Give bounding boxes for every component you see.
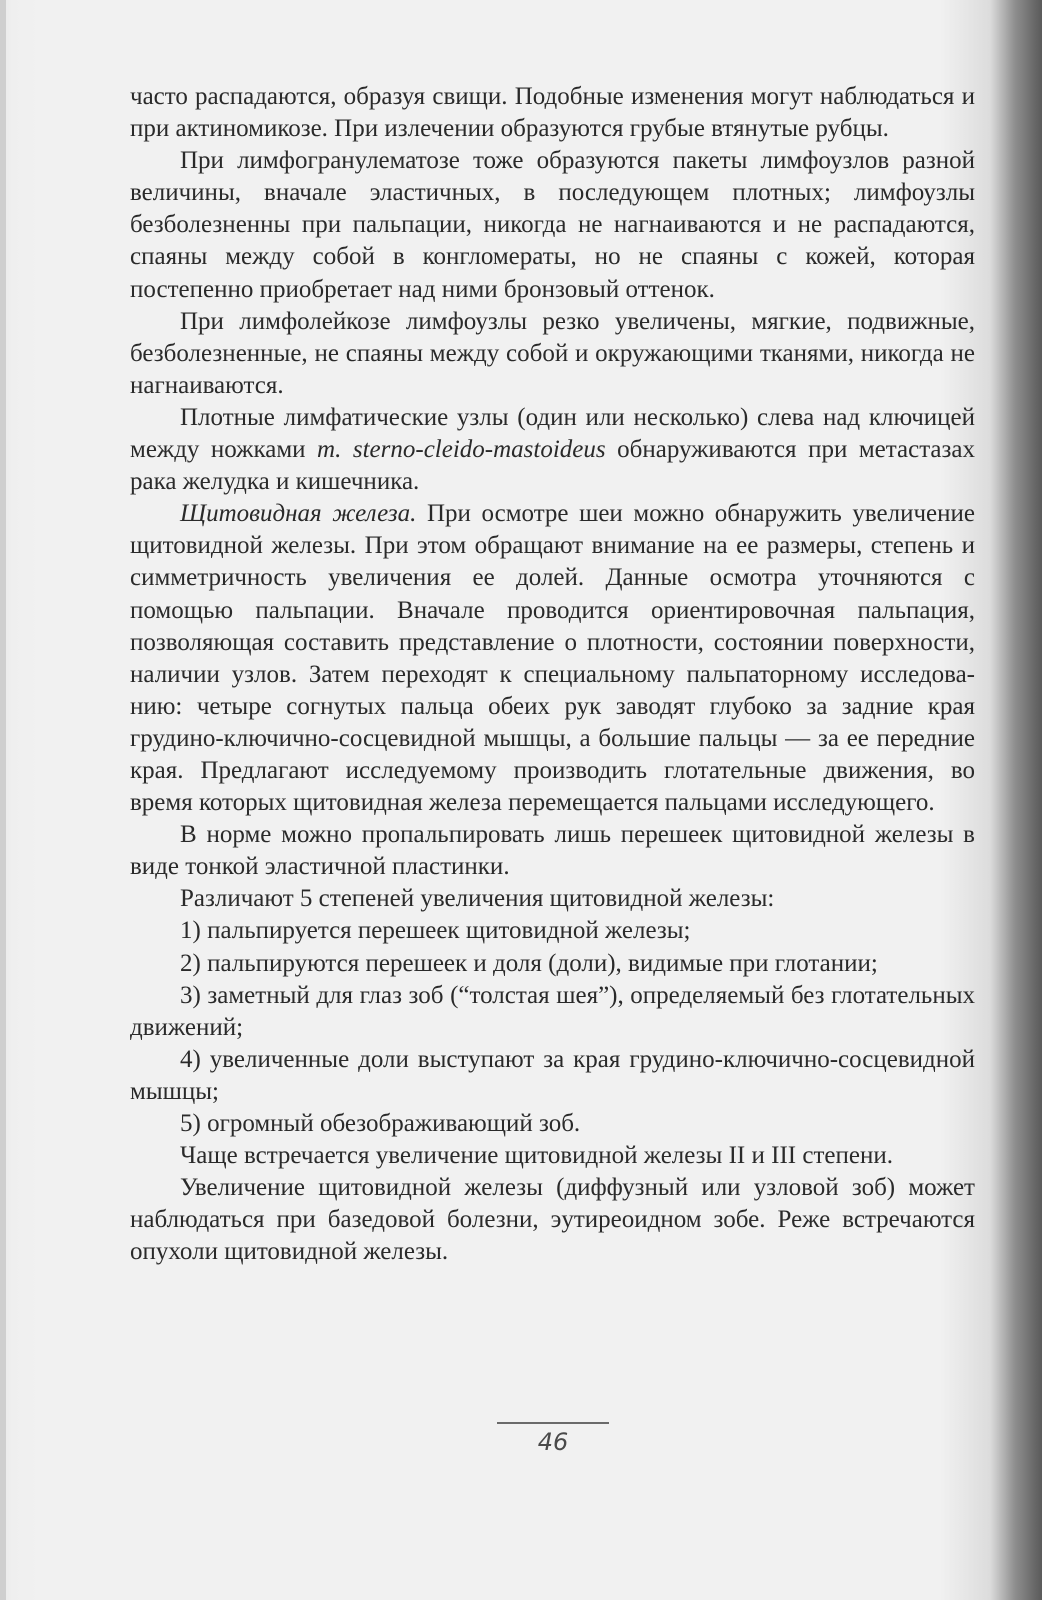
text-run: При осмотре шеи можно обнаружить увеличение щитовидной железы. При этом обращают внимание на ее размеры, степень и симметричность увеличения ее долей. Данные осмотра уточняются с помощью пальпации. Вначале проводится ориентировочная пальпация, позволяющая составить представление о плотности, состоянии поверхности, наличии узлов. Затем переходят к специальному пальпаторному исследованию: четыре согнутых пальца обеих рук заводят глубоко за задние края грудино-ключично-сосцевидной мышцы, а большие пальцы — за ее передние края. Предлагают исследуемому производить глотательные движения, во время которых щитовидная железа перемещается пальцами исследующего. bbox=[130, 500, 976, 817]
text-run: При лимфолейкозе лимфоузлы резко увеличены, мягкие, подвижные, безболезненные, не спаяны между собой и окружающими тканями, никогда не нагнаиваются. bbox=[130, 307, 975, 399]
paragraph bbox=[130, 1172, 975, 1268]
text-run: 5) огромный обезображивающий зоб. bbox=[180, 1110, 581, 1137]
page-left-edge bbox=[0, 0, 6, 1600]
paragraph bbox=[130, 81, 975, 145]
paragraph bbox=[130, 1044, 975, 1108]
paragraph bbox=[130, 1140, 975, 1172]
paragraph bbox=[130, 883, 975, 915]
text-run: Увеличение щитовидной железы (диффузный или узловой зоб) может наблюдаться при базедовой болезни, эутиреоидном зобе. Реже встречаются опухоли щитовидной железы. bbox=[130, 1174, 975, 1266]
footer-rule bbox=[497, 1422, 609, 1424]
text-run: При лимфогранулематозе тоже образуются пакеты лимфоузлов разной величины, вначале эластичных, в последующем плотных; лимфоузлы безболезненны при пальпации, никогда не нагнаиваются и не распадаются, спаяны между собой в конгломераты, но не спаяны с кожей, которая постепенно приобретает над ними бронзовый оттенок. bbox=[130, 147, 975, 303]
page-number: 46 bbox=[537, 1428, 569, 1456]
text-run: обнаруживаются при метастазах рака желудка и кишечника. bbox=[130, 436, 975, 496]
paragraph bbox=[130, 1108, 975, 1140]
paragraph bbox=[130, 306, 975, 402]
paragraph bbox=[130, 980, 975, 1044]
paragraph bbox=[130, 402, 975, 498]
text-run: В норме можно пропальпировать лишь перешеек щитовидной железы в виде тонкой эластичной пластинки. bbox=[130, 821, 975, 881]
paragraph bbox=[130, 819, 975, 883]
italic-text: Щитовидная железа. bbox=[180, 500, 417, 528]
paragraph bbox=[130, 498, 975, 819]
text-run: 1) пальпируется перешеек щитовидной железы; bbox=[180, 917, 691, 945]
paragraph bbox=[130, 948, 975, 980]
text-run: Различают 5 степеней увеличения щитовидной железы: bbox=[180, 885, 775, 913]
text-run: Чаще встречается увеличение щитовидной железы II и III степени. bbox=[180, 1142, 893, 1170]
italic-text: m. sterno-cleido-mastoideus bbox=[317, 436, 606, 464]
text-run: 4) увеличенные доли выступают за края грудино-ключично-сосцевидной мышцы; bbox=[130, 1045, 975, 1105]
paragraph bbox=[130, 915, 975, 947]
body-text bbox=[130, 81, 975, 1268]
text-run: Плотные лимфатические узлы (один или несколько) слева над ключицей между ножками bbox=[130, 403, 975, 464]
text-run: 2) пальпируются перешеек и доля (доли), видимые при глотании; bbox=[180, 949, 878, 977]
text-run: 3) заметный для глаз зоб (“толстая шея”), определяемый без глотательных движений; bbox=[130, 981, 975, 1041]
paragraph bbox=[130, 145, 975, 305]
text-run: часто распадаются, образуя свищи. Подобные изменения могут наблюдаться и при актиномикозе. При излечении образуются грубые втянутые рубцы. bbox=[130, 83, 975, 143]
